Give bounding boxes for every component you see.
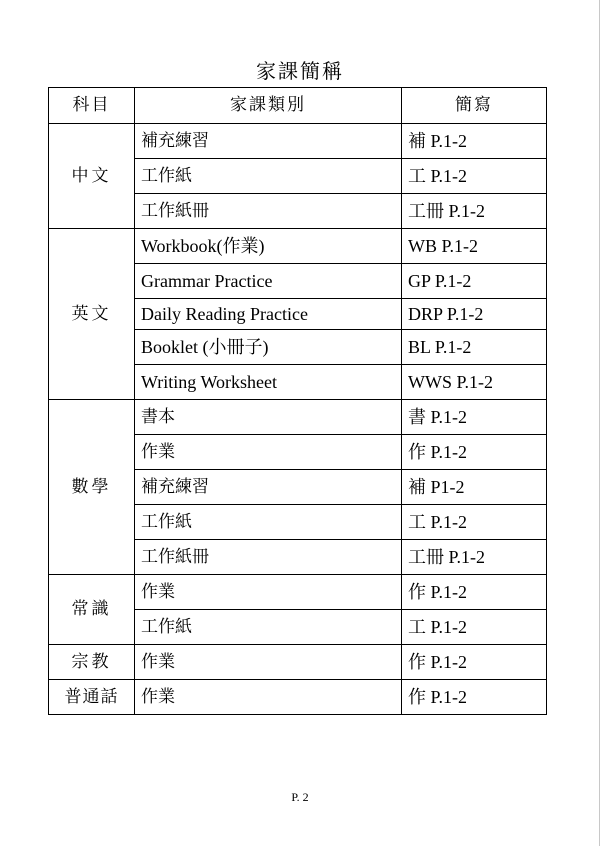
abbreviation-cell: GP P.1-2: [402, 264, 547, 299]
category-cell: 作業: [135, 435, 402, 470]
category-cell: 工作紙: [135, 610, 402, 645]
header-category: 家課類別: [135, 88, 402, 124]
abbreviation-cell: DRP P.1-2: [402, 299, 547, 330]
abbreviation-cell: 工 P.1-2: [402, 505, 547, 540]
abbreviation-cell: 作 P.1-2: [402, 575, 547, 610]
subject-cell: 中文: [49, 124, 135, 229]
subject-cell: 宗教: [49, 645, 135, 680]
abbreviation-cell: 作 P.1-2: [402, 680, 547, 715]
table-row: [49, 400, 547, 435]
abbreviation-cell: 作 P.1-2: [402, 645, 547, 680]
category-cell: Daily Reading Practice: [135, 299, 402, 330]
abbreviation-cell: 工冊 P.1-2: [402, 194, 547, 229]
abbreviation-cell: 工 P.1-2: [402, 610, 547, 645]
subject-cell: 英文: [49, 229, 135, 400]
subject-cell: 普通話: [49, 680, 135, 715]
document-title: 家課簡稱: [256, 59, 344, 83]
category-cell: Writing Worksheet: [135, 365, 402, 400]
category-cell: Booklet (小冊子): [135, 330, 402, 365]
abbreviation-cell: WWS P.1-2: [402, 365, 547, 400]
abbreviation-cell: 作 P.1-2: [402, 435, 547, 470]
category-cell: 工作紙: [135, 159, 402, 194]
abbreviation-cell: 補 P1-2: [402, 470, 547, 505]
category-cell: 工作紙: [135, 505, 402, 540]
category-cell: Workbook(作業): [135, 229, 402, 264]
abbreviation-cell: 工冊 P.1-2: [402, 540, 547, 575]
category-cell: 作業: [135, 645, 402, 680]
table-header-row: [49, 88, 547, 124]
abbreviation-cell: 工 P.1-2: [402, 159, 547, 194]
table-row: [49, 124, 547, 159]
table-row: [49, 575, 547, 610]
category-cell: 作業: [135, 575, 402, 610]
category-cell: 補充練習: [135, 124, 402, 159]
header-subject: 科目: [49, 88, 135, 124]
header-abbreviation: 簡寫: [402, 88, 547, 124]
category-cell: 工作紙冊: [135, 540, 402, 575]
homework-abbreviation-table: [48, 87, 547, 715]
category-cell: 工作紙冊: [135, 194, 402, 229]
abbreviation-cell: 補 P.1-2: [402, 124, 547, 159]
category-cell: 書本: [135, 400, 402, 435]
table-row: [49, 680, 547, 715]
table-row: [49, 645, 547, 680]
abbreviation-cell: 書 P.1-2: [402, 400, 547, 435]
abbreviation-cell: BL P.1-2: [402, 330, 547, 365]
table-row: [49, 229, 547, 264]
category-cell: 作業: [135, 680, 402, 715]
page-number: P. 2: [291, 790, 309, 804]
abbreviation-cell: WB P.1-2: [402, 229, 547, 264]
subject-cell: 數學: [49, 400, 135, 575]
category-cell: 補充練習: [135, 470, 402, 505]
category-cell: Grammar Practice: [135, 264, 402, 299]
subject-cell: 常識: [49, 575, 135, 645]
